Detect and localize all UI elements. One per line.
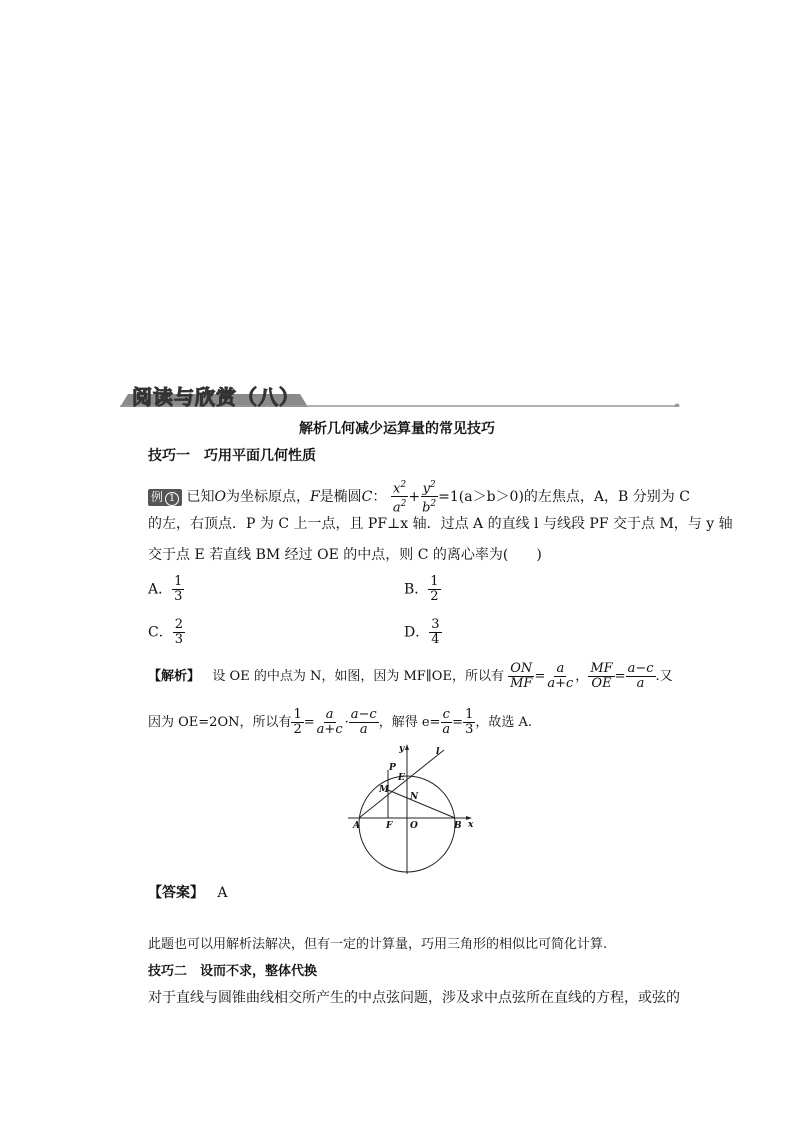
option-b: B． $\frac{1}{2}$ bbox=[404, 574, 439, 604]
label-l: l bbox=[436, 747, 440, 757]
option-d: D． $\frac{3}{4}$ bbox=[404, 617, 440, 647]
example-line-3: 交于点 E 若直线 BM 经过 OE 的中点，则 C 的离心率为( ) bbox=[148, 547, 542, 563]
label-A: A bbox=[353, 821, 360, 831]
example-badge: 例 1 bbox=[148, 489, 182, 506]
label-M: M bbox=[379, 785, 389, 795]
label-E: E bbox=[398, 773, 405, 783]
example-line-1: 例 1 已知O为坐标原点，F是椭圆C： $\frac{x^2}{a^2}$ + $\frac{y^2}{b^2}$ =1(a＞b＞0)的左焦点，A，B 分别为 C bbox=[148, 478, 690, 516]
example-line-2: 的左，右顶点．P 为 C 上一点，且 PF⊥x 轴．过点 A 的直线 l 与线段 PF 交于点 M，与 y 轴 bbox=[148, 516, 733, 532]
tip1-heading: 技巧一 巧用平面几何性质 bbox=[148, 448, 316, 464]
label-F: F bbox=[386, 821, 393, 831]
label-P: P bbox=[389, 763, 396, 773]
option-c: C． $\frac{2}{3}$ bbox=[148, 617, 183, 647]
tip2-heading: 技巧二 设而不求，整体代换 bbox=[148, 964, 318, 979]
label-O: O bbox=[410, 821, 418, 831]
ellipse-fraction-x: $\frac{x^2}{a^2}$ bbox=[392, 480, 407, 516]
label-x: x bbox=[468, 820, 474, 830]
option-a: A． $\frac{1}{3}$ bbox=[148, 574, 183, 604]
article-heading: 解析几何减少运算量的常见技巧 bbox=[299, 421, 495, 437]
label-B: B bbox=[454, 821, 462, 831]
section-title: 阅读与欣赏（八） bbox=[132, 385, 300, 409]
remark-text: 此题也可以用解析法解决，但有一定的计算量，巧用三角形的相似比可简化计算. bbox=[148, 937, 608, 952]
ellipse-figure bbox=[344, 742, 476, 876]
label-N: N bbox=[410, 792, 419, 802]
ellipse-fraction-y: $\frac{y^2}{b^2}$ bbox=[422, 480, 437, 516]
body-paragraph: 对于直线与圆锥曲线相交所产生的中点弦问题，涉及求中点弦所在直线的方程，或弦的 bbox=[148, 990, 680, 1006]
answer-line: 【答案】 A bbox=[148, 885, 228, 901]
label-y: y bbox=[399, 744, 405, 754]
solution-line-2: 因为 OE=2ON，所以有 $\frac{1}{2}$ = $\frac{a}{a+c}$ · $\frac{a-c}{a}$ ，解得 e= $\frac{c}{a}$ = $\frac{1}{3}$ ，故选 A. bbox=[148, 707, 533, 737]
solution-line-1: 【解析】 设 OE 的中点为 N，如图，因为 MF∥OE，所以有 $\frac{ON}{MF}$ = $\frac{a}{a+c}$ ， $\frac{MF}{OE}$ = $\frac{a-c}{a}$ .又 bbox=[148, 661, 673, 691]
